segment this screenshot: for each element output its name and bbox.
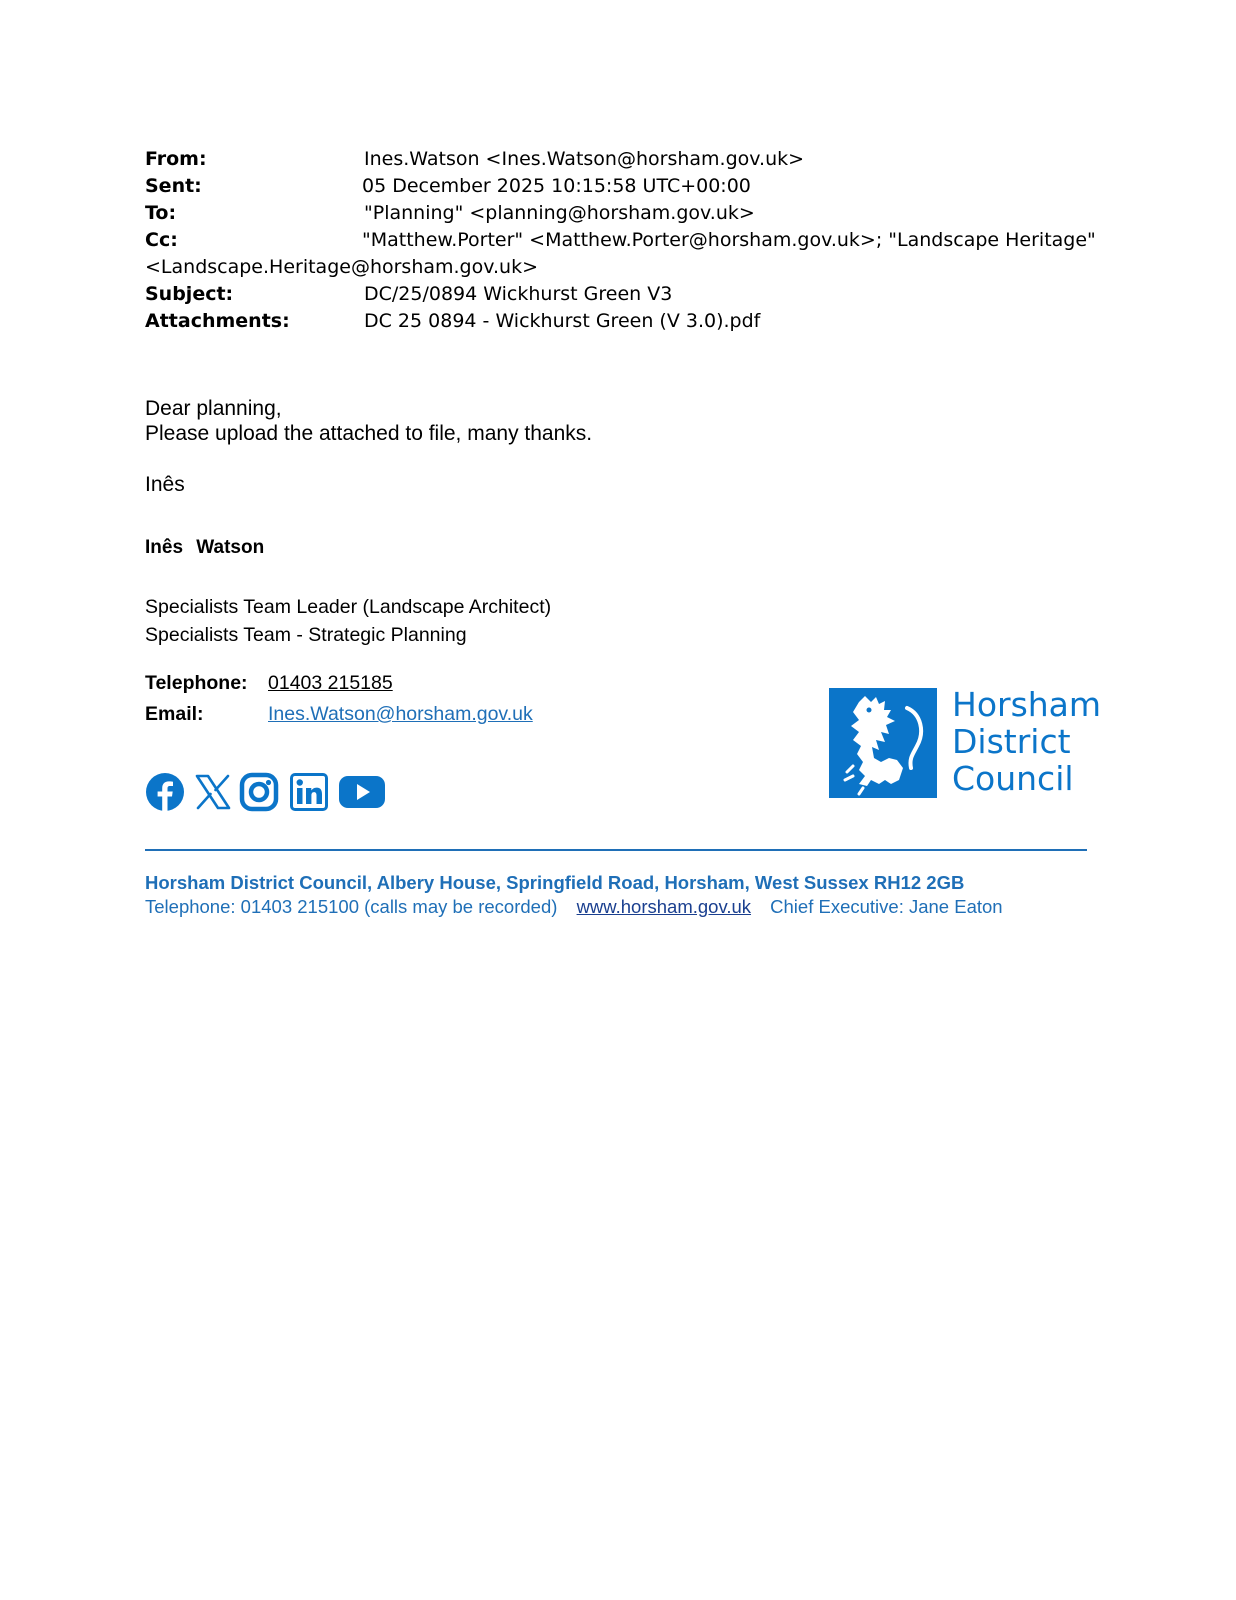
- attachments-row: [145, 308, 1095, 335]
- to-value: "Planning" <planning@horsham.gov.uk>: [364, 202, 755, 224]
- subject-row: [145, 281, 1095, 308]
- council-crest: [829, 688, 937, 798]
- to-label: To:: [145, 202, 177, 224]
- footer-divider: [145, 849, 1087, 851]
- greeting: Dear planning,: [145, 397, 282, 420]
- linkedin-icon[interactable]: [289, 772, 329, 812]
- sent-value: 05 December 2025 10:15:58 UTC+00:00: [362, 175, 751, 197]
- attachments-label: Attachments:: [145, 310, 290, 332]
- from-value: Ines.Watson <Ines.Watson@horsham.gov.uk>: [364, 148, 805, 170]
- facebook-icon[interactable]: [145, 772, 185, 812]
- footer-chief-executive: Chief Executive: Jane Eaton: [770, 896, 1003, 917]
- to-row: [145, 200, 1095, 227]
- cc-value: "Matthew.Porter" <Matthew.Porter@horsham.gov.uk>; "Landscape Heritage": [362, 229, 1096, 251]
- footer-contact-line: [145, 896, 1003, 918]
- signature-name: Inês Watson: [145, 537, 265, 558]
- from-row: [145, 146, 1095, 173]
- signoff: Inês: [145, 473, 185, 496]
- logo-line-2: District: [952, 722, 1071, 761]
- footer-address: Horsham District Council, Albery House, Springfield Road, Horsham, West Sussex RH12 2GB: [145, 872, 965, 893]
- sent-row: [145, 173, 1095, 200]
- cc-continuation: <Landscape.Heritage@horsham.gov.uk>: [145, 256, 539, 278]
- council-logo-text: [952, 686, 1101, 797]
- lion-emblem-icon: [829, 688, 937, 798]
- logo-line-1: Horsham: [952, 685, 1102, 724]
- telephone-link[interactable]: 01403 215185: [268, 672, 393, 694]
- cc-label: Cc:: [145, 229, 178, 251]
- footer-telephone: Telephone: 01403 215100 (calls may be recorded): [145, 896, 558, 917]
- email-link[interactable]: Ines.Watson@horsham.gov.uk: [268, 703, 533, 725]
- youtube-icon[interactable]: [338, 772, 386, 812]
- signature-role: Specialists Team Leader (Landscape Architect): [145, 596, 552, 618]
- sent-label: Sent:: [145, 175, 202, 197]
- email-label: Email:: [145, 703, 204, 725]
- signature-team: Specialists Team - Strategic Planning: [145, 624, 467, 646]
- attachments-value[interactable]: DC 25 0894 - Wickhurst Green (V 3.0).pdf: [364, 310, 761, 332]
- logo-line-3: Council: [952, 759, 1074, 798]
- message: Please upload the attached to file, many thanks.: [145, 422, 593, 445]
- cc-row: [145, 227, 1095, 254]
- footer-website-link[interactable]: www.horsham.gov.uk: [576, 896, 752, 917]
- instagram-icon[interactable]: [239, 772, 279, 812]
- telephone-label: Telephone:: [145, 672, 248, 694]
- subject-value: DC/25/0894 Wickhurst Green V3: [364, 283, 673, 305]
- from-label: From:: [145, 148, 207, 170]
- subject-label: Subject:: [145, 283, 234, 305]
- email-header: [145, 146, 1095, 335]
- x-icon[interactable]: [193, 772, 233, 812]
